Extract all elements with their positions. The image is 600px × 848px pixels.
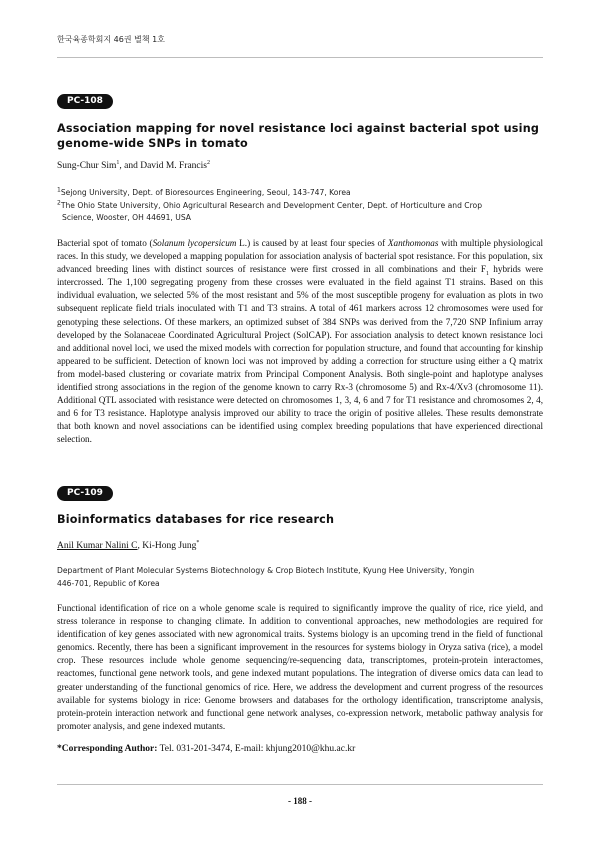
affiliations [57, 565, 543, 590]
page-number: - 188 - [288, 796, 312, 806]
corresponding-label: *Corresponding Author: [57, 744, 158, 754]
affiliation-text: Sejong University, Dept. of Bioresources Engineering, Seoul, 143-747, Korea [60, 188, 351, 197]
author-name: Anil Kumar Nalini C [57, 541, 138, 551]
affiliation-item [57, 200, 543, 213]
species-name: Solanum lycopersicum [152, 238, 237, 248]
author-name: David M. Francis [140, 161, 207, 171]
abstract-title: Association mapping for novel resistance loci against bacterial spot using genome-wide SNPs in tomato [57, 122, 540, 150]
abstract-code-badge: PC-109 [57, 486, 113, 501]
affiliation-item [57, 187, 543, 200]
corresponding-contact: Tel. 031-201-3474, E-mail: khjung2010@khu.ac.kr [157, 744, 356, 754]
header-divider [57, 57, 543, 58]
affiliation-mark: 2 [57, 198, 61, 206]
footer-divider [57, 784, 543, 785]
abstract-code-badge: PC-108 [57, 94, 113, 109]
author-name: Sung-Chur Sim [57, 161, 117, 171]
author-separator: , and [119, 161, 141, 171]
abstract-body: Bacterial spot of tomato (Solanum lycopersicum L.) is caused by at least four species of Xanthomonas with multiple physiological races. In this study, we developed a mapping population for association analysis of bacterial spot resistance. For this population, six advanced breeding lines with distinct sources of resistance were first crossed in all combinations and their $F_1$ hybrids were intercrossed. The 1,100 segregating progeny from these crosses were evaluated in the field against T1 strains. Based on this individual evaluation, we selected 5% of the most resistant and 5% of the most susceptible progeny for evaluation as plots in two subsequent replicate field trials inoculated with T1 and T3 strains. A total of 461 markers across 12 chromosomes were used for genotyping these selections. Of these markers, an optimized subset of 384 SNPs was derived from the 7,720 SNP Infinium array developed by the Solanaceae Coordinated Agricultural Project (SolCAP). For association analysis to detect known resistance loci and additional novel loci, we used the mixed models with correction for population structure, and found that accounting for kinship appeared to be sufficient. Detection of known loci was not improved by adding a correction for structure using either a Q matrix from model-based clustering or covariate matrix from Principal Component Analysis. Both single-point and haplotype analyses identified strong associations in the region of the genome known to carry Rx-3 (chromosome 5) and Rx-4/Xv3 (chromosome 11). Additional QTL associated with resistance were detected on chromosomes 1, 3, 4, 6 and 7 for T1 resistance and chromosomes 2, 4, and 6 for T3 resistance. Haplotype analysis improved our ability to trace the origin of positive alleles. These results demonstrate that both known and novel associations can be identified using complex breeding populations that have experienced directional selection. [57, 238, 544, 445]
affiliation-item: Science, Wooster, OH 44691, USA [62, 213, 191, 222]
corresponding-author [57, 744, 355, 754]
abstract-title: Bioinformatics databases for rice research [57, 513, 335, 526]
genus-name: Xanthomonas [387, 238, 439, 248]
corresponding-mark: * [196, 539, 200, 546]
author-affiliation-mark: 2 [207, 159, 210, 166]
abstract-body: Functional identification of rice on a whole genome scale is required to significantly improve the quality of rice, rice yield, and stress tolerance in response to changing climate. In addition to conventional approaches, new methodologies are required for identification of key genes associated with new agronomical traits. Systems biology is an upcoming trend in the field of functional genomics. Recently, there has been a significant improvement in the resources for systems biology in Oryza sativa (rice), a model crop. These resources include whole genome sequencing/re-sequencing data, transcriptomes, protein-protein interactomes, reactomes, functional gene network tools, and gene indexed mutant populations. The integration of diverse omics data can lead to greater understanding of the functional genomics of rice. Here, we address the development and current progress of the resources available for systems biology in rice: Genome browsers and databases for the orthology identification, transcriptome analysis, protein-protein interaction network and functional gene network analyses, co-expression network, metabolic pathway analysis for promoter analysis, and gene indexed mutants. [57, 603, 543, 731]
author-line [57, 161, 210, 171]
author-separator: , [137, 541, 143, 551]
affiliation-item: 446-701, Republic of Korea [57, 578, 160, 588]
author-line [57, 541, 199, 551]
affiliation-mark: 1 [57, 186, 61, 194]
journal-header: 한국육종학회지 46권 별책 1호 [57, 35, 165, 44]
affiliations [57, 187, 543, 225]
author-affiliation-mark: 1 [116, 159, 120, 166]
affiliation-text: The Ohio State University, Ohio Agricultural Research and Development Center, Dept. of Horticulture and Crop [60, 200, 483, 210]
author-name: Ki-Hong Jung [142, 541, 197, 551]
affiliation-item: Department of Plant Molecular Systems Biotechnology & Crop Biotech Institute, Kyung Hee University, Yongin [57, 566, 475, 575]
